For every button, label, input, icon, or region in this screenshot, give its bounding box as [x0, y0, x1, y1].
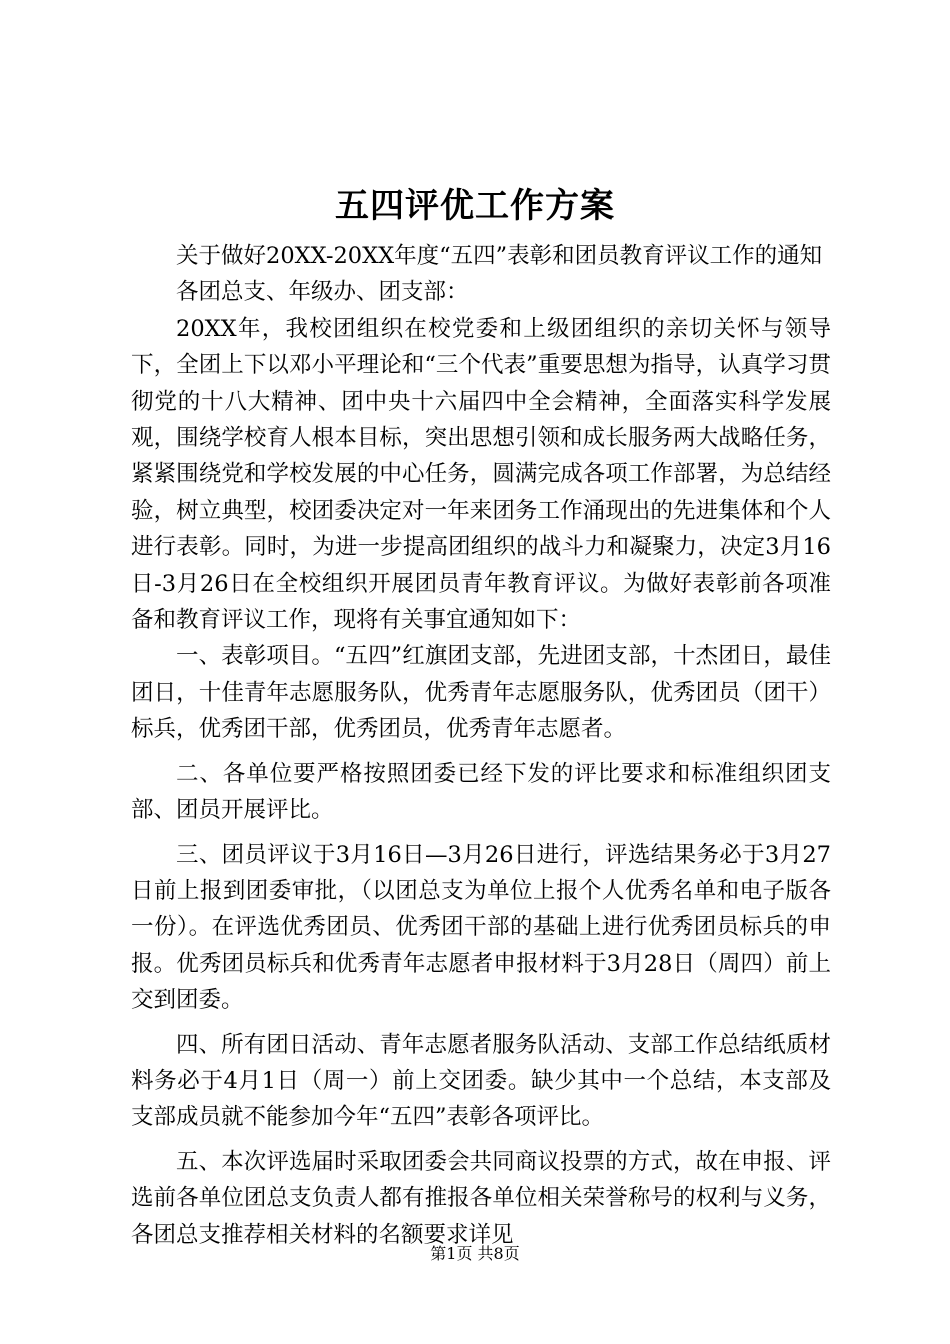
item-one-paragraph: 一、表彰项目。“五四”红旗团支部，先进团支部，十杰团日，最佳团日，十佳青年志愿服务队，优秀青年志愿服务队，优秀团员（团干）标兵，优秀团干部，优秀团员，优秀青年志愿者。	[131, 643, 831, 743]
item-four-paragraph: 四、所有团日活动、青年志愿者服务队活动、支部工作总结纸质材料务必于4月1日（周一）前上交团委。缺少其中一个总结，本支部及支部成员就不能参加今年“五四”表彰各项评比。	[131, 1031, 831, 1131]
addressee-paragraph: 各团总支、年级办、团支部：	[176, 279, 469, 306]
item-two-paragraph: 二、各单位要严格按照团委已经下发的评比要求和标准组织团支部、团员开展评比。	[131, 760, 831, 824]
document-title: 五四评优工作方案	[335, 186, 615, 226]
intro-paragraph: 20XX年，我校团组织在校党委和上级团组织的亲切关怀与领导下，全团上下以邓小平理论和“三个代表”重要思想为指导，认真学习贯彻党的十八大精神、团中央十六届四中全会精神，全面落实科学发展观，围绕学校育人根本目标，突出思想引领和成长服务两大战略任务，紧紧围绕党和学校发展的中心任务，圆满完成各项工作部署，为总结经验，树立典型，校团委决定对一年来团务工作涌现出的先进集体和个人进行表彰。同时，为进一步提高团组织的战斗力和凝聚力，决定3月16日-3月26日在全校组织开展团员青年教育评议。为做好表彰前各项准备和教育评议工作，现将有关事宜通知如下：	[131, 315, 831, 634]
document-body	[131, 238, 831, 1253]
page-footer: 第1页 共8页	[430, 1244, 520, 1263]
item-five-paragraph: 五、本次评选届时采取团委会共同商议投票的方式，故在申报、评选前各单位团总支负责人都有推报各单位相关荣誉称号的权利与义务，各团总支推荐相关材料的名额要求详见	[131, 1148, 831, 1248]
item-three-paragraph: 三、团员评议于3月16日—3月26日进行，评选结果务必于3月27日前上报到团委审批，（以团总支为单位上报个人优秀名单和电子版各一份）。在评选优秀团员、优秀团干部的基础上进行优秀团员标兵的申报。优秀团员标兵和优秀青年志愿者申报材料于3月28日（周四）前上交到团委。	[131, 841, 831, 1014]
notice-heading-paragraph: 关于做好20XX-20XX年度“五四”表彰和团员教育评议工作的通知	[176, 243, 823, 269]
